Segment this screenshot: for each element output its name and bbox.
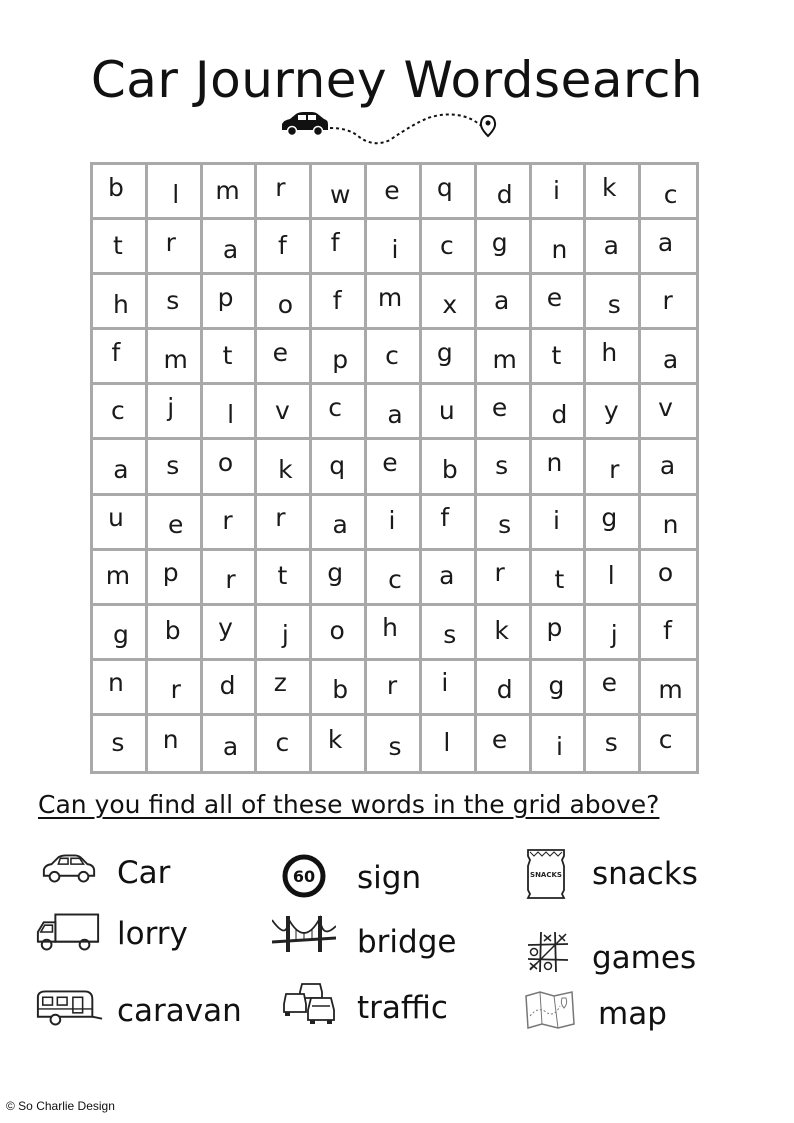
grid-letter: f [332, 285, 342, 315]
grid-letter: g [112, 620, 129, 650]
word-label: snacks [592, 856, 698, 892]
grid-letter: f [440, 503, 450, 533]
grid-letter: e [491, 392, 508, 422]
grid-cell [257, 385, 312, 440]
map-icon [524, 988, 576, 1032]
grid-cell [641, 606, 696, 661]
grid-cell [367, 220, 422, 275]
grid-letter: a [659, 450, 676, 480]
caravan-icon [34, 987, 104, 1027]
grid-cell [367, 551, 422, 606]
grid-cell [422, 165, 477, 220]
grid-letter: i [552, 175, 560, 205]
grid-cell [203, 220, 258, 275]
grid-cell [257, 440, 312, 495]
grid-letter: f [663, 616, 672, 646]
grid-cell [532, 661, 587, 716]
grid-letter: s [607, 289, 621, 319]
grid-letter: m [215, 175, 240, 205]
grid-letter: p [217, 282, 234, 312]
grid-letter: p [546, 613, 563, 643]
grid-cell [477, 165, 532, 220]
word-label: map [598, 996, 667, 1032]
grid-letter: v [274, 395, 290, 425]
snacks-bag-icon [524, 846, 568, 902]
word-item-map [524, 988, 694, 1048]
grid-cell [203, 330, 258, 385]
grid-letter: a [603, 230, 619, 260]
grid-letter: j [167, 392, 175, 422]
grid-cell [203, 606, 258, 661]
grid-cell [586, 606, 641, 661]
grid-cell [257, 606, 312, 661]
grid-cell [477, 275, 532, 330]
grid-cell [641, 661, 696, 716]
grid-letter: p [332, 344, 349, 374]
grid-letter: t [554, 565, 565, 595]
grid-letter: e [168, 510, 184, 540]
grid-cell [367, 661, 422, 716]
car-route-icon [278, 106, 508, 154]
grid-cell [257, 165, 312, 220]
grid-letter: z [273, 668, 287, 698]
grid-cell [203, 440, 258, 495]
grid-letter: l [443, 727, 451, 757]
grid-cell [532, 220, 587, 275]
grid-letter: e [601, 668, 617, 698]
grid-cell [367, 385, 422, 440]
word-item-lorry [34, 908, 264, 963]
grid-letter: l [172, 179, 180, 209]
grid-letter: b [164, 616, 181, 646]
grid-cell [586, 551, 641, 606]
grid-cell [586, 440, 641, 495]
grid-letter: o [277, 289, 293, 319]
grid-cell [641, 220, 696, 275]
grid-cell [477, 661, 532, 716]
word-item-caravan [34, 985, 264, 1040]
grid-letter: c [658, 724, 673, 754]
grid-cell [641, 165, 696, 220]
snacks-bag-text: SNACKS [530, 871, 562, 879]
grid-letter: s [495, 450, 509, 480]
grid-letter: h [112, 289, 129, 319]
grid-cell [532, 496, 587, 551]
grid-cell [148, 220, 203, 275]
grid-cell [93, 165, 148, 220]
grid-cell [422, 551, 477, 606]
grid-letter: r [225, 565, 236, 595]
grid-letter: l [227, 399, 235, 429]
grid-letter: e [384, 175, 400, 205]
grid-letter: j [610, 620, 618, 650]
grid-cell [477, 440, 532, 495]
traffic-icon [282, 978, 338, 1026]
grid-letter: c [385, 340, 399, 370]
grid-cell [312, 220, 367, 275]
grid-cell [203, 275, 258, 330]
grid-letter: t [113, 230, 123, 260]
grid-cell [532, 275, 587, 330]
grid-letter: m [105, 561, 131, 591]
grid-letter: a [222, 234, 239, 264]
route-car-icon [282, 112, 328, 136]
grid-cell [641, 330, 696, 385]
grid-cell [477, 551, 532, 606]
grid-letter: f [330, 227, 340, 257]
grid-cell [586, 330, 641, 385]
grid-letter: g [436, 337, 453, 367]
grid-letter: i [552, 506, 560, 536]
grid-letter: l [607, 561, 615, 591]
grid-cell [586, 661, 641, 716]
grid-letter: y [218, 613, 233, 643]
grid-letter: c [439, 230, 454, 260]
grid-cell [203, 496, 258, 551]
grid-cell [148, 606, 203, 661]
grid-cell [203, 716, 258, 771]
grid-cell [148, 440, 203, 495]
grid-cell [148, 551, 203, 606]
grid-letter: g [548, 671, 565, 701]
grid-letter: d [496, 179, 513, 209]
grid-cell [312, 606, 367, 661]
wordsearch-grid [90, 162, 699, 774]
grid-cell [641, 440, 696, 495]
grid-letter: c [388, 565, 402, 595]
grid-cell [148, 496, 203, 551]
grid-cell [148, 165, 203, 220]
grid-cell [312, 661, 367, 716]
grid-letter: c [663, 179, 678, 209]
grid-letter: d [219, 671, 236, 701]
grid-cell [93, 275, 148, 330]
grid-cell [312, 330, 367, 385]
grid-cell [148, 716, 203, 771]
grid-letter: n [662, 510, 679, 540]
grid-cell [532, 165, 587, 220]
grid-letter: b [441, 454, 458, 484]
grid-cell [93, 551, 148, 606]
grid-letter: g [327, 558, 344, 588]
grid-cell [257, 661, 312, 716]
grid-letter: n [162, 724, 179, 754]
instructions-heading: Can you find all of these words in the grid above? [38, 790, 660, 819]
grid-letter: n [551, 234, 568, 264]
grid-letter: o [657, 558, 674, 588]
grid-cell [641, 385, 696, 440]
grid-letter: r [494, 558, 505, 588]
grid-cell [312, 165, 367, 220]
word-item-snacks [524, 846, 714, 906]
grid-cell [367, 330, 422, 385]
grid-letter: t [222, 340, 233, 370]
grid-cell [93, 496, 148, 551]
lorry-icon [34, 910, 102, 954]
grid-cell [586, 496, 641, 551]
grid-letter: r [609, 454, 620, 484]
word-item-car [40, 848, 260, 898]
grid-letter: d [496, 675, 513, 705]
grid-cell [641, 551, 696, 606]
bridge-icon [272, 912, 336, 956]
grid-cell [367, 496, 422, 551]
grid-letter: d [551, 399, 568, 429]
grid-cell [148, 330, 203, 385]
grid-cell [422, 661, 477, 716]
grid-cell [532, 606, 587, 661]
car-icon [40, 850, 98, 886]
grid-cell [312, 385, 367, 440]
grid-cell [257, 496, 312, 551]
grid-cell [93, 220, 148, 275]
grid-cell [93, 330, 148, 385]
grid-cell [148, 385, 203, 440]
copyright-credit: © So Charlie Design [6, 1099, 115, 1113]
grid-letter: s [166, 450, 180, 480]
grid-cell [257, 716, 312, 771]
grid-letter: k [278, 454, 293, 484]
word-label: bridge [357, 924, 457, 960]
grid-cell [93, 440, 148, 495]
grid-cell [641, 496, 696, 551]
grid-letter: i [391, 234, 399, 264]
grid-cell [477, 496, 532, 551]
grid-letter: r [386, 671, 398, 701]
grid-cell [477, 385, 532, 440]
grid-cell [203, 165, 258, 220]
grid-letter: b [332, 675, 349, 705]
grid-cell [257, 275, 312, 330]
grid-cell [257, 220, 312, 275]
grid-letter: v [658, 392, 673, 422]
grid-cell [477, 330, 532, 385]
word-label: sign [357, 860, 422, 896]
grid-letter: i [388, 506, 396, 536]
grid-letter: a [657, 227, 674, 257]
grid-cell [93, 661, 148, 716]
grid-letter: h [601, 337, 618, 367]
grid-letter: p [162, 558, 179, 588]
grid-cell [312, 440, 367, 495]
grid-letter: u [438, 395, 455, 425]
grid-letter: r [275, 503, 286, 533]
word-item-traffic [282, 978, 472, 1038]
speed-sign-text: 60 [292, 867, 316, 886]
grid-letter: i [555, 731, 563, 761]
grid-cell [422, 330, 477, 385]
grid-letter: e [546, 282, 563, 312]
grid-cell [422, 220, 477, 275]
grid-cell [257, 330, 312, 385]
word-label: traffic [357, 990, 448, 1026]
grid-letter: t [551, 340, 562, 370]
grid-cell [312, 551, 367, 606]
word-label: Car [117, 855, 171, 891]
grid-letter: o [329, 616, 345, 646]
grid-cell [93, 385, 148, 440]
grid-letter: e [272, 337, 289, 367]
grid-cell [367, 440, 422, 495]
grid-letter: i [441, 668, 449, 698]
grid-letter: k [602, 172, 617, 202]
word-item-sign [282, 852, 462, 907]
grid-letter: s [388, 731, 402, 761]
grid-cell [312, 275, 367, 330]
grid-letter: y [603, 395, 619, 425]
grid-letter: o [217, 447, 234, 477]
grid-letter: k [327, 724, 343, 754]
grid-letter: q [329, 450, 346, 480]
route-pin-icon [481, 116, 495, 136]
grid-cell [422, 716, 477, 771]
grid-cell [532, 440, 587, 495]
grid-letter: a [222, 731, 239, 761]
grid-cell [422, 606, 477, 661]
grid-letter: e [491, 724, 508, 754]
grid-letter: s [498, 510, 512, 540]
grid-cell [312, 496, 367, 551]
grid-cell [532, 385, 587, 440]
grid-letter: q [436, 172, 453, 202]
grid-cell [367, 275, 422, 330]
grid-letter: m [163, 344, 188, 374]
grid-cell [586, 385, 641, 440]
grid-cell [422, 496, 477, 551]
grid-cell [203, 385, 258, 440]
grid-letter: w [329, 179, 351, 209]
tic-tac-toe-icon [526, 930, 570, 974]
grid-cell [532, 330, 587, 385]
grid-letter: c [328, 392, 343, 422]
grid-letter: g [491, 227, 508, 257]
word-item-bridge [272, 910, 472, 970]
grid-cell [477, 716, 532, 771]
grid-letter: a [113, 454, 129, 484]
grid-letter: u [107, 503, 124, 533]
grid-cell [148, 275, 203, 330]
grid-cell [367, 716, 422, 771]
grid-cell [422, 275, 477, 330]
grid-letter: s [443, 620, 457, 650]
word-label: caravan [117, 993, 242, 1029]
grid-letter: a [493, 285, 510, 315]
grid-letter: r [275, 172, 286, 202]
grid-letter: s [604, 727, 618, 757]
grid-letter: m [658, 675, 683, 705]
grid-letter: n [546, 447, 563, 477]
grid-cell [532, 551, 587, 606]
grid-cell [422, 385, 477, 440]
grid-cell [312, 716, 367, 771]
grid-letter: t [277, 561, 288, 591]
grid-letter: f [277, 230, 287, 260]
grid-cell [477, 220, 532, 275]
word-item-games [526, 928, 716, 988]
word-label: lorry [117, 916, 188, 952]
grid-cell [532, 716, 587, 771]
word-label: games [592, 940, 697, 976]
page-title: Car Journey Wordsearch [90, 51, 704, 109]
grid-cell [93, 606, 148, 661]
grid-letter: e [382, 447, 398, 477]
grid-cell [586, 165, 641, 220]
grid-letter: j [281, 620, 289, 650]
grid-cell [586, 220, 641, 275]
grid-letter: a [662, 344, 679, 374]
grid-cell [586, 716, 641, 771]
grid-letter: s [166, 285, 180, 315]
grid-letter: b [107, 172, 124, 202]
grid-letter: c [275, 727, 290, 757]
grid-cell [257, 551, 312, 606]
grid-cell [203, 551, 258, 606]
grid-letter: a [332, 510, 348, 540]
grid-letter: a [439, 561, 455, 591]
grid-cell [586, 275, 641, 330]
grid-letter: h [382, 613, 398, 643]
grid-cell [367, 165, 422, 220]
grid-letter: r [662, 285, 673, 315]
grid-cell [477, 606, 532, 661]
grid-cell [422, 440, 477, 495]
speed-sign-icon [282, 854, 326, 898]
grid-letter: f [111, 337, 121, 367]
grid-cell [367, 606, 422, 661]
grid-letter: x [442, 289, 458, 319]
grid-cell [203, 661, 258, 716]
grid-letter: r [165, 227, 176, 257]
grid-letter: s [111, 727, 125, 757]
grid-cell [641, 275, 696, 330]
grid-letter: g [601, 503, 618, 533]
grid-letter: r [170, 675, 181, 705]
grid-letter: c [111, 395, 125, 425]
grid-letter: n [107, 668, 124, 698]
grid-cell [641, 716, 696, 771]
grid-letter: k [494, 616, 509, 646]
grid-letter: r [222, 506, 233, 536]
grid-letter: a [387, 399, 403, 429]
grid-cell [148, 661, 203, 716]
grid-letter: m [377, 282, 403, 312]
grid-cell [93, 716, 148, 771]
grid-letter: m [492, 344, 517, 374]
